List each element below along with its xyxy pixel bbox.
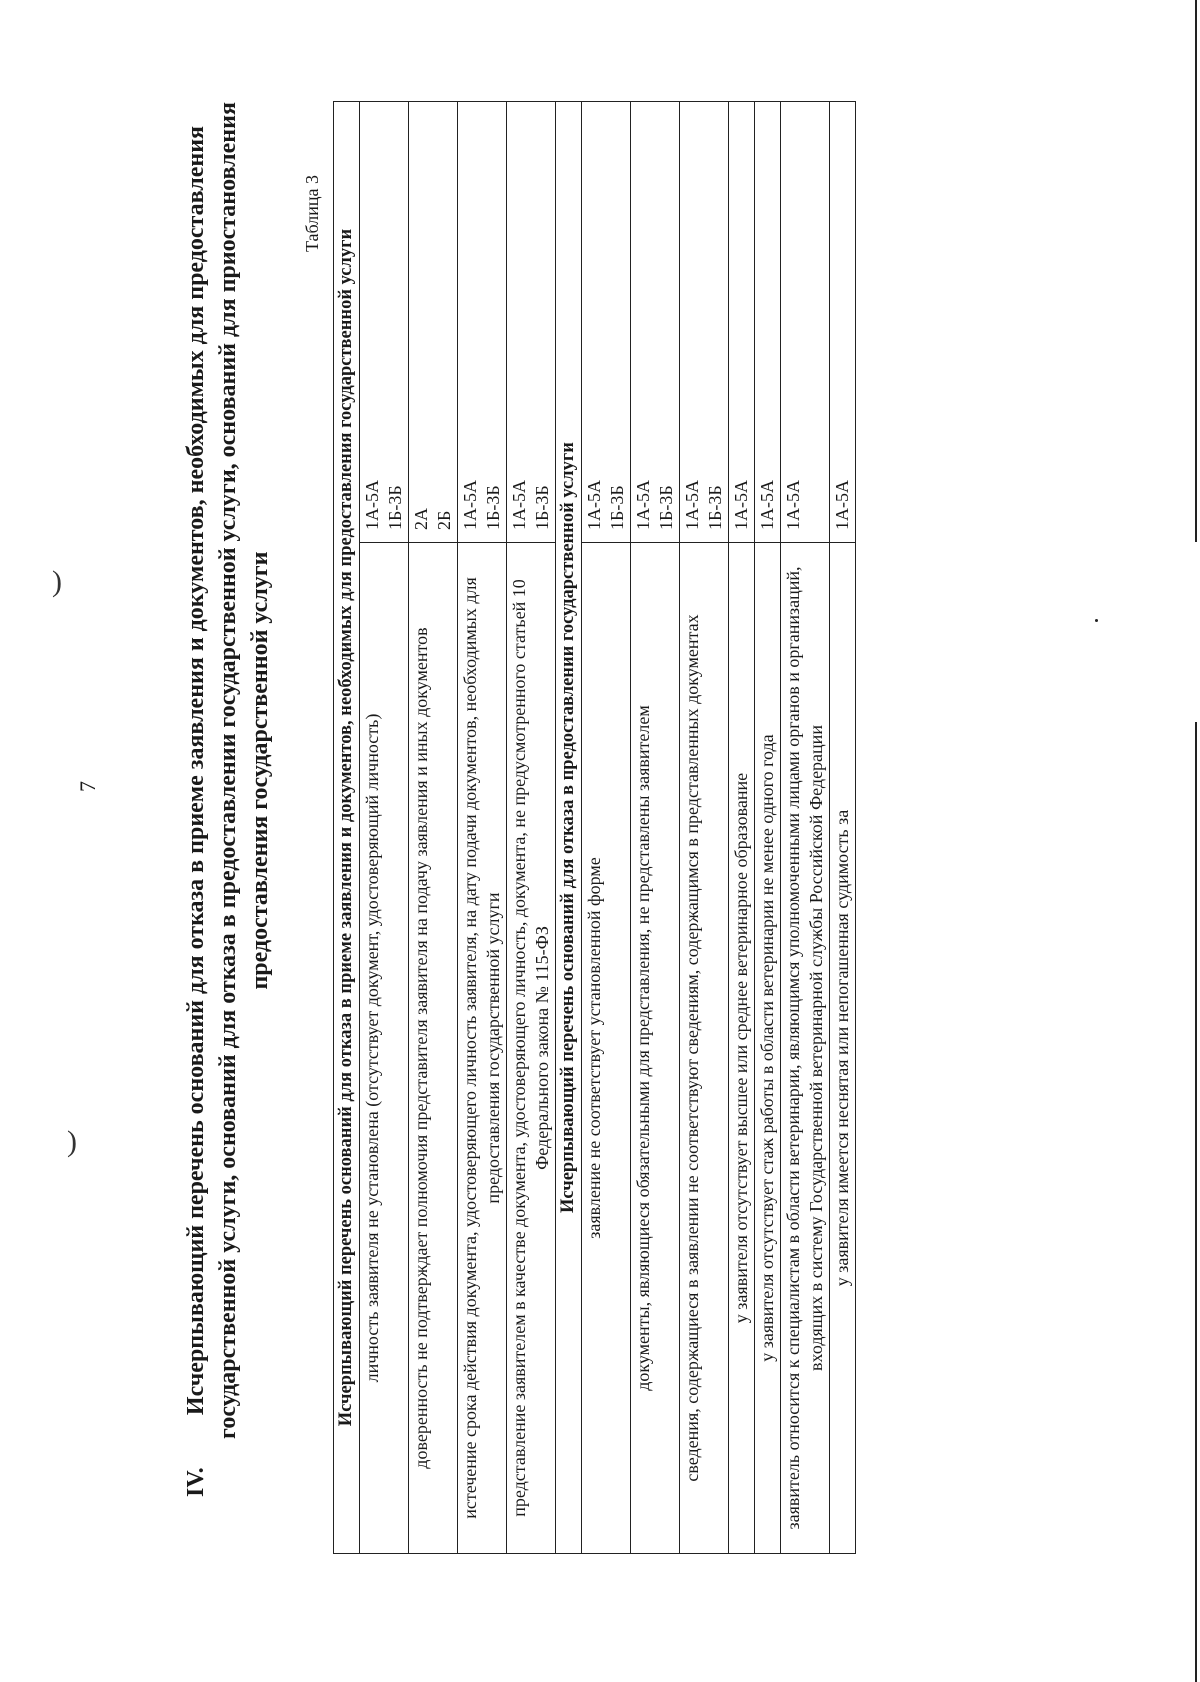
table-row (507, 101, 556, 1553)
scan-speck (1095, 619, 1098, 622)
table-row (781, 101, 830, 1553)
ground-text: представление заявителем в качестве документа, удостоверяющего личность, документа, не предусмотренного статьей 10 Федерального закона № 115-ФЗ (507, 543, 556, 1554)
table-row (680, 101, 729, 1553)
section-title: Исчерпывающий перечень оснований для отказа в приеме заявления и документов, необходимых для предоставления государственной услуги, оснований для отказа в предоставлении государственной услуги, оснований для приостановления предоставления государственной услуги (183, 102, 273, 1439)
applicant-codes: 1А-5А (729, 101, 755, 542)
applicant-codes: 1А-5А 1Б-3Б (582, 101, 631, 542)
grounds-table (333, 101, 856, 1554)
applicant-codes: 1А-5А 1Б-3Б (360, 101, 409, 542)
page-number: 7 (75, 781, 100, 792)
ground-text: личность заявителя не установлена (отсутствует документ, удостоверяющий личность) (360, 543, 409, 1554)
applicant-codes: 1А-5А (755, 101, 781, 542)
scan-mark: ) (67, 1125, 77, 1158)
ground-text: истечение срока действия документа, удостоверяющего личность заявителя, на дату подачи документов, необходимых для предоставления государственной услуги (458, 543, 507, 1554)
table-row (830, 101, 856, 1553)
applicant-codes: 2А 2Б (409, 101, 458, 542)
applicant-codes: 1А-5А (830, 101, 856, 542)
table-row (409, 101, 458, 1553)
ground-text: сведения, содержащиеся в заявлении не соответствуют сведениям, содержащимся в представленных документах (680, 543, 729, 1554)
ground-text: у заявителя имеется неснятая или непогашенная судимость за (830, 543, 856, 1554)
ground-text: документы, являющиеся обязательными для представления, не представлены заявителем (631, 543, 680, 1554)
applicant-codes: 1А-5А 1Б-3Б (507, 101, 556, 542)
table-row (582, 101, 631, 1553)
table-row (729, 101, 755, 1553)
ground-text: у заявителя отсутствует высшее или среднее ветеринарное образование (729, 543, 755, 1554)
section-heading (180, 102, 276, 1497)
table-section-header: Исчерпывающий перечень оснований для отказа в предоставлении государственной услуги (556, 101, 582, 1553)
ground-text: доверенность не подтверждает полномочия представителя заявителя на подачу заявления и иных документов (409, 543, 458, 1554)
table-row (458, 101, 507, 1553)
ground-text: у заявителя отсутствует стаж работы в области ветеринарии не менее одного года (755, 543, 781, 1554)
table-section-header: Исчерпывающий перечень оснований для отказа в приеме заявления и документов, необходимых для предоставления государственной услуги (334, 101, 360, 1553)
scan-mark: ) (52, 565, 62, 598)
applicant-codes: 1А-5А 1Б-3Б (680, 101, 729, 542)
section-number: IV. (183, 1467, 209, 1497)
ground-text: заявление не соответствует установленной форме (582, 543, 631, 1554)
ground-text: заявитель относится к специалистам в области ветеринарии, являющимся уполномоченными лицами органов и организаций, входящих в систему Государственной ветеринарной службы Российской Федерации (781, 543, 830, 1554)
applicant-codes: 1А-5А 1Б-3Б (458, 101, 507, 542)
applicant-codes: 1А-5А (781, 101, 830, 542)
table-label: Таблица 3 (302, 175, 322, 252)
table-row (360, 101, 409, 1553)
bottom-rule (1195, 722, 1197, 1682)
bottom-rule (1195, 0, 1197, 542)
table-row (631, 101, 680, 1553)
applicant-codes: 1А-5А 1Б-3Б (631, 101, 680, 542)
table-row (755, 101, 781, 1553)
